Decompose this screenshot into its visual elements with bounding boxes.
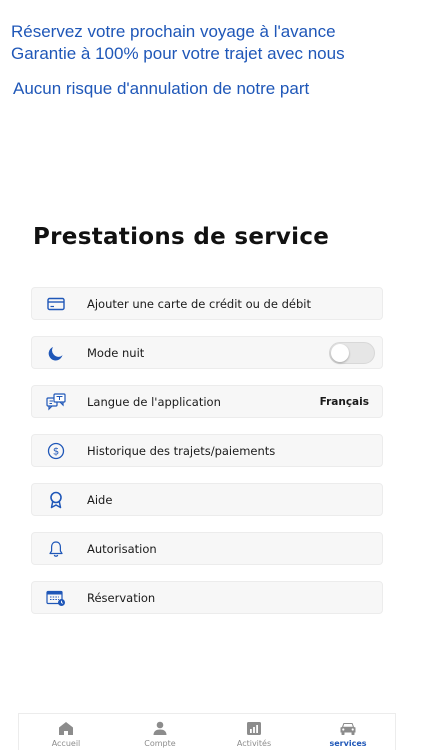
dollar-coin-icon [46, 441, 66, 461]
menu-item-night-mode [31, 336, 383, 369]
calendar-icon [46, 588, 66, 608]
night-mode-toggle[interactable] [329, 342, 375, 364]
menu-item-label: Historique des trajets/paiements [87, 443, 276, 458]
menu-item-label: Mode nuit [87, 345, 145, 360]
language-icon [46, 392, 66, 412]
promo-line-3: Aucun risque d'annulation de notre part [13, 79, 310, 98]
tab-services[interactable] [301, 714, 395, 750]
language-value: Français [319, 395, 369, 408]
bell-icon [46, 539, 66, 559]
tab-label: Accueil [51, 739, 81, 748]
tab-home[interactable] [19, 714, 113, 750]
menu-item-history[interactable] [31, 434, 383, 467]
credit-card-icon [46, 294, 66, 314]
menu-item-app-language[interactable] [31, 385, 383, 418]
activity-chart-icon [245, 720, 263, 736]
menu-item-authorization[interactable] [31, 532, 383, 565]
menu-item-help[interactable] [31, 483, 383, 516]
menu-item-reservation[interactable] [31, 581, 383, 614]
home-icon [57, 720, 75, 736]
tab-label: Compte [144, 739, 176, 748]
promo-line-2: Garantie à 100% pour votre trajet avec nous [11, 44, 345, 63]
svg-text:$: $ [52, 446, 60, 458]
menu-item-label: Réservation [87, 590, 156, 605]
car-icon [339, 720, 357, 736]
tab-label: Activités [236, 739, 272, 748]
award-icon [46, 490, 66, 510]
promo-line-1: Réservez votre prochain voyage à l'avance [11, 22, 336, 41]
toggle-knob [331, 344, 349, 362]
user-icon [151, 720, 169, 736]
tab-account[interactable] [113, 714, 207, 750]
bottom-tab-bar [18, 713, 396, 750]
menu-item-label: Autorisation [87, 541, 157, 556]
services-list [31, 287, 383, 630]
menu-item-label: Ajouter une carte de crédit ou de débit [87, 296, 311, 311]
tab-activities[interactable] [207, 714, 301, 750]
tab-label: services [329, 739, 367, 748]
page-title: Prestations de service [33, 224, 330, 250]
menu-item-label: Aide [87, 492, 113, 507]
moon-icon [46, 343, 66, 363]
menu-item-add-card[interactable] [31, 287, 383, 320]
menu-item-label: Langue de l'application [87, 394, 221, 409]
